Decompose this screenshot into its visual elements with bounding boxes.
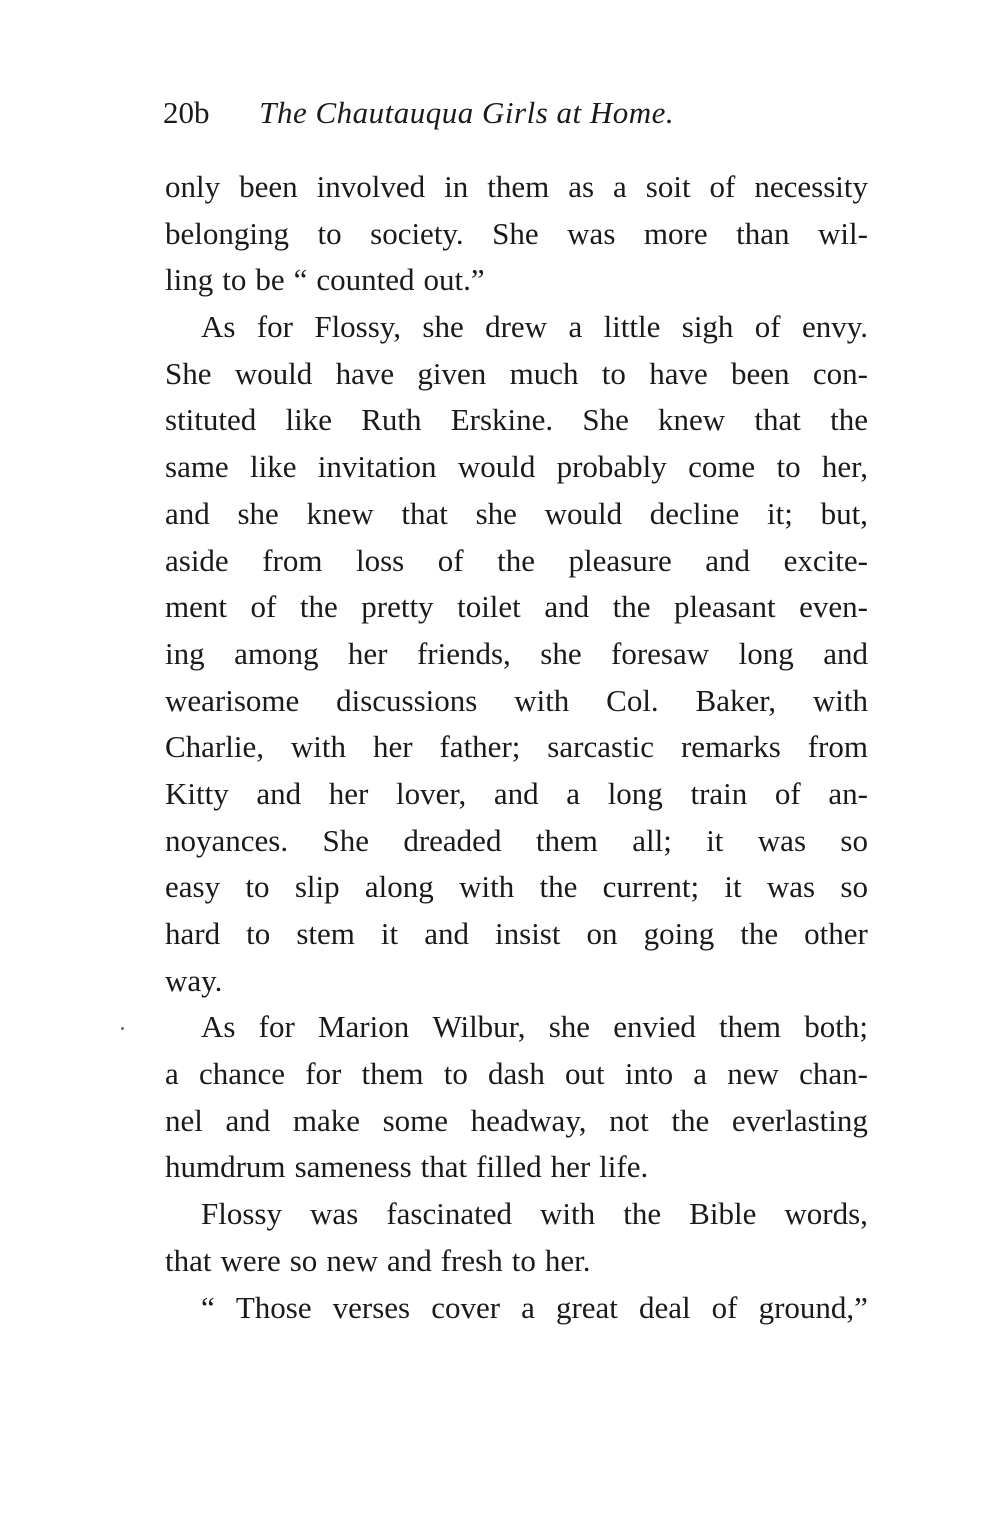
word: Erskine. xyxy=(450,402,554,438)
word: She xyxy=(582,402,629,438)
word: she xyxy=(548,1009,591,1045)
word: with xyxy=(514,682,570,718)
word: so xyxy=(840,869,868,905)
word: for xyxy=(305,1056,342,1092)
word: probably xyxy=(556,449,667,485)
text-line xyxy=(165,1004,868,1051)
word: out.” xyxy=(423,262,485,298)
word: counted xyxy=(316,262,415,298)
word: in xyxy=(444,169,469,204)
word: that xyxy=(165,1242,212,1278)
word: drew xyxy=(485,309,548,345)
text-line xyxy=(165,538,868,585)
word: some xyxy=(382,1102,449,1138)
text-line xyxy=(165,1051,868,1098)
word: and xyxy=(544,589,590,625)
word: it xyxy=(380,916,399,951)
word: Wilbur, xyxy=(432,1009,526,1045)
word: all; xyxy=(632,822,672,858)
word: She xyxy=(165,355,212,391)
word: the xyxy=(623,1196,662,1232)
word: pleasure xyxy=(568,542,672,578)
word: to xyxy=(601,355,626,391)
word: cover xyxy=(431,1289,501,1325)
word: excite- xyxy=(783,542,868,578)
word: wil- xyxy=(817,215,868,251)
word: the xyxy=(740,916,779,951)
text-line xyxy=(165,818,868,865)
word: new xyxy=(326,1242,378,1278)
word: involved xyxy=(316,169,426,204)
word: the xyxy=(299,589,338,625)
word: her, xyxy=(821,449,868,485)
text-line xyxy=(165,584,868,631)
word: knew xyxy=(306,495,374,531)
word: Flossy, xyxy=(314,309,402,345)
word: ing xyxy=(165,635,205,671)
text-line xyxy=(165,304,868,351)
word: of xyxy=(711,1289,738,1325)
word: deal xyxy=(638,1289,691,1325)
word: she xyxy=(237,495,279,531)
word: that xyxy=(420,1149,468,1185)
word: she xyxy=(475,495,517,531)
word: As xyxy=(201,309,236,345)
word: ling xyxy=(165,262,214,298)
word: necessity xyxy=(754,169,868,204)
text-line xyxy=(165,351,868,398)
word: be xyxy=(255,262,285,298)
word: other xyxy=(804,916,868,951)
word: so xyxy=(840,822,868,858)
word: a xyxy=(693,1056,708,1092)
word: foresaw xyxy=(611,635,710,671)
word: the xyxy=(497,542,535,578)
word: and xyxy=(225,1102,271,1138)
word: wearisome xyxy=(165,682,300,718)
text-line xyxy=(165,1144,868,1191)
word: lover, xyxy=(396,775,467,811)
word: as xyxy=(568,169,595,204)
word: sameness xyxy=(294,1149,412,1185)
word: As xyxy=(201,1009,236,1045)
word: friends, xyxy=(416,635,511,671)
word: knew xyxy=(658,402,726,438)
word: been xyxy=(731,355,790,391)
word: with xyxy=(812,682,868,718)
word: Baker, xyxy=(695,682,777,718)
word: but, xyxy=(820,495,868,531)
word: of xyxy=(774,775,801,811)
word: that xyxy=(754,402,801,438)
text-line xyxy=(165,397,868,444)
word: long xyxy=(607,775,663,811)
text-line xyxy=(165,678,868,725)
word: stem xyxy=(296,916,355,951)
word: She xyxy=(322,822,369,858)
word: her xyxy=(550,1149,591,1185)
word: into xyxy=(624,1056,674,1092)
word: was xyxy=(766,869,816,905)
word: train xyxy=(690,775,748,811)
word: envy. xyxy=(801,309,868,345)
word: not xyxy=(609,1102,649,1138)
running-title: The Chautauqua Girls at Home. xyxy=(259,95,675,130)
word: Charlie, xyxy=(165,729,264,765)
word: from xyxy=(807,729,868,765)
word: it xyxy=(724,869,742,905)
word: would xyxy=(234,355,313,391)
word: words, xyxy=(784,1196,868,1232)
word: that xyxy=(401,495,448,531)
word: like xyxy=(249,449,297,485)
word: to xyxy=(511,1242,536,1278)
word: her xyxy=(372,729,413,765)
word: them xyxy=(719,1009,782,1045)
word: humdrum xyxy=(165,1149,286,1185)
word: for xyxy=(258,1009,295,1045)
word: with xyxy=(459,869,515,905)
text-line xyxy=(165,958,868,1005)
word: a xyxy=(165,1056,179,1092)
word: aside xyxy=(165,542,229,578)
word: She xyxy=(492,215,539,251)
word: long xyxy=(738,635,794,671)
word: everlasting xyxy=(731,1102,868,1138)
word: the xyxy=(830,402,868,438)
word: stituted xyxy=(165,402,257,438)
word: Bible xyxy=(689,1196,757,1232)
word: been xyxy=(239,169,298,204)
word: and xyxy=(493,775,539,811)
word: of xyxy=(754,309,781,345)
text-line xyxy=(165,211,868,258)
word: envied xyxy=(613,1009,696,1045)
word: and xyxy=(256,775,302,811)
word: so xyxy=(289,1242,318,1278)
word: her xyxy=(328,775,369,811)
text-line xyxy=(165,164,868,211)
word: and xyxy=(386,1242,432,1278)
word: chance xyxy=(198,1056,285,1092)
word: of xyxy=(250,589,277,625)
word: the xyxy=(612,589,651,625)
word: noyances. xyxy=(165,822,289,858)
word: and xyxy=(165,495,210,531)
word: loss xyxy=(356,542,405,578)
word: a xyxy=(521,1289,535,1325)
text-line xyxy=(165,864,868,911)
word: of xyxy=(437,542,464,578)
word: easy xyxy=(165,869,221,905)
word: along xyxy=(364,869,434,905)
word: current; xyxy=(602,869,700,905)
word: fresh xyxy=(440,1242,503,1278)
word: to xyxy=(443,1056,468,1092)
word: given xyxy=(417,355,487,391)
word: and xyxy=(823,635,868,671)
word: both; xyxy=(804,1009,868,1045)
page-number: 20b xyxy=(163,95,210,130)
text-line xyxy=(165,491,868,538)
word: have xyxy=(335,355,395,391)
word: dash xyxy=(488,1056,545,1092)
word: a xyxy=(566,775,581,811)
word: decline xyxy=(649,495,740,531)
word: the xyxy=(539,869,578,905)
word: ground,” xyxy=(758,1289,868,1325)
word: from xyxy=(262,542,323,578)
word: her. xyxy=(544,1242,591,1278)
word: to xyxy=(776,449,801,485)
word: sigh xyxy=(681,309,734,345)
word: little xyxy=(603,309,661,345)
word: Those xyxy=(235,1289,312,1325)
word: soit xyxy=(645,169,691,204)
word: father; xyxy=(439,729,521,765)
text-line xyxy=(165,1285,868,1332)
word: to xyxy=(222,262,247,298)
word: new xyxy=(727,1056,779,1092)
word: “ xyxy=(201,1289,215,1325)
word: and xyxy=(705,542,751,578)
word: pretty xyxy=(361,589,434,625)
word: insist xyxy=(495,916,561,951)
word: have xyxy=(649,355,708,391)
word: out xyxy=(565,1056,605,1092)
word: much xyxy=(509,355,579,391)
word: the xyxy=(671,1102,710,1138)
word: ment xyxy=(165,589,227,625)
body-text xyxy=(165,164,868,1331)
word: to xyxy=(317,215,342,251)
text-line xyxy=(165,1191,868,1238)
word: with xyxy=(290,729,347,765)
word: it; xyxy=(767,495,793,531)
word: come xyxy=(688,449,756,485)
text-line xyxy=(165,444,868,491)
text-line xyxy=(165,257,868,304)
stray-mark xyxy=(121,1027,124,1030)
word: she xyxy=(540,635,582,671)
word: belonging xyxy=(165,215,289,251)
word: was xyxy=(310,1196,359,1232)
word: discussions xyxy=(336,682,478,718)
word: she xyxy=(422,309,464,345)
word: toilet xyxy=(457,589,521,625)
word: headway, xyxy=(470,1102,587,1138)
word: them xyxy=(487,169,550,204)
word: same xyxy=(165,449,229,485)
word: even- xyxy=(799,589,868,625)
word: way. xyxy=(165,962,223,998)
word: invitation xyxy=(317,449,437,485)
word: would xyxy=(457,449,536,485)
word: dreaded xyxy=(403,822,502,858)
word: verses xyxy=(332,1289,411,1325)
text-line xyxy=(165,771,868,818)
word: would xyxy=(544,495,623,531)
word: a xyxy=(568,309,583,345)
word: only xyxy=(165,169,221,204)
word: it xyxy=(706,822,724,858)
word: nel xyxy=(165,1102,203,1138)
word: Kitty xyxy=(165,775,229,811)
word: chan- xyxy=(799,1056,868,1092)
word: with xyxy=(540,1196,596,1232)
word: hard xyxy=(165,916,221,951)
running-head xyxy=(163,88,868,138)
word: were xyxy=(220,1242,281,1278)
word: life. xyxy=(599,1149,649,1185)
word: slip xyxy=(294,869,340,905)
word: Ruth xyxy=(361,402,422,438)
word: con- xyxy=(812,355,868,391)
word: an- xyxy=(828,775,868,811)
text-line xyxy=(165,1238,868,1285)
word: her xyxy=(347,635,388,671)
word: Col. xyxy=(606,682,659,718)
word: “ xyxy=(293,262,308,298)
word: to xyxy=(246,916,271,951)
word: was xyxy=(757,822,807,858)
word: remarks xyxy=(680,729,781,765)
word: them xyxy=(361,1056,424,1092)
word: to xyxy=(245,869,270,905)
text-line xyxy=(165,724,868,771)
word: among xyxy=(234,635,319,671)
word: more xyxy=(643,215,708,251)
word: like xyxy=(285,402,332,438)
text-line xyxy=(165,631,868,678)
text-line xyxy=(165,911,868,958)
word: than xyxy=(736,215,790,251)
word: pleasant xyxy=(673,589,776,625)
word: sarcastic xyxy=(547,729,655,765)
word: them xyxy=(535,822,598,858)
word: and xyxy=(424,916,469,951)
word: society. xyxy=(370,215,464,251)
word: Flossy xyxy=(201,1196,282,1232)
word: a xyxy=(613,169,627,204)
word: Marion xyxy=(317,1009,410,1045)
word: fascinated xyxy=(386,1196,512,1232)
word: was xyxy=(567,215,616,251)
word: going xyxy=(643,916,715,951)
text-line xyxy=(165,1098,868,1145)
word: for xyxy=(256,309,293,345)
word: on xyxy=(586,916,618,951)
word: filled xyxy=(476,1149,542,1185)
word: of xyxy=(709,169,736,204)
word: great xyxy=(555,1289,618,1325)
word: make xyxy=(292,1102,360,1138)
